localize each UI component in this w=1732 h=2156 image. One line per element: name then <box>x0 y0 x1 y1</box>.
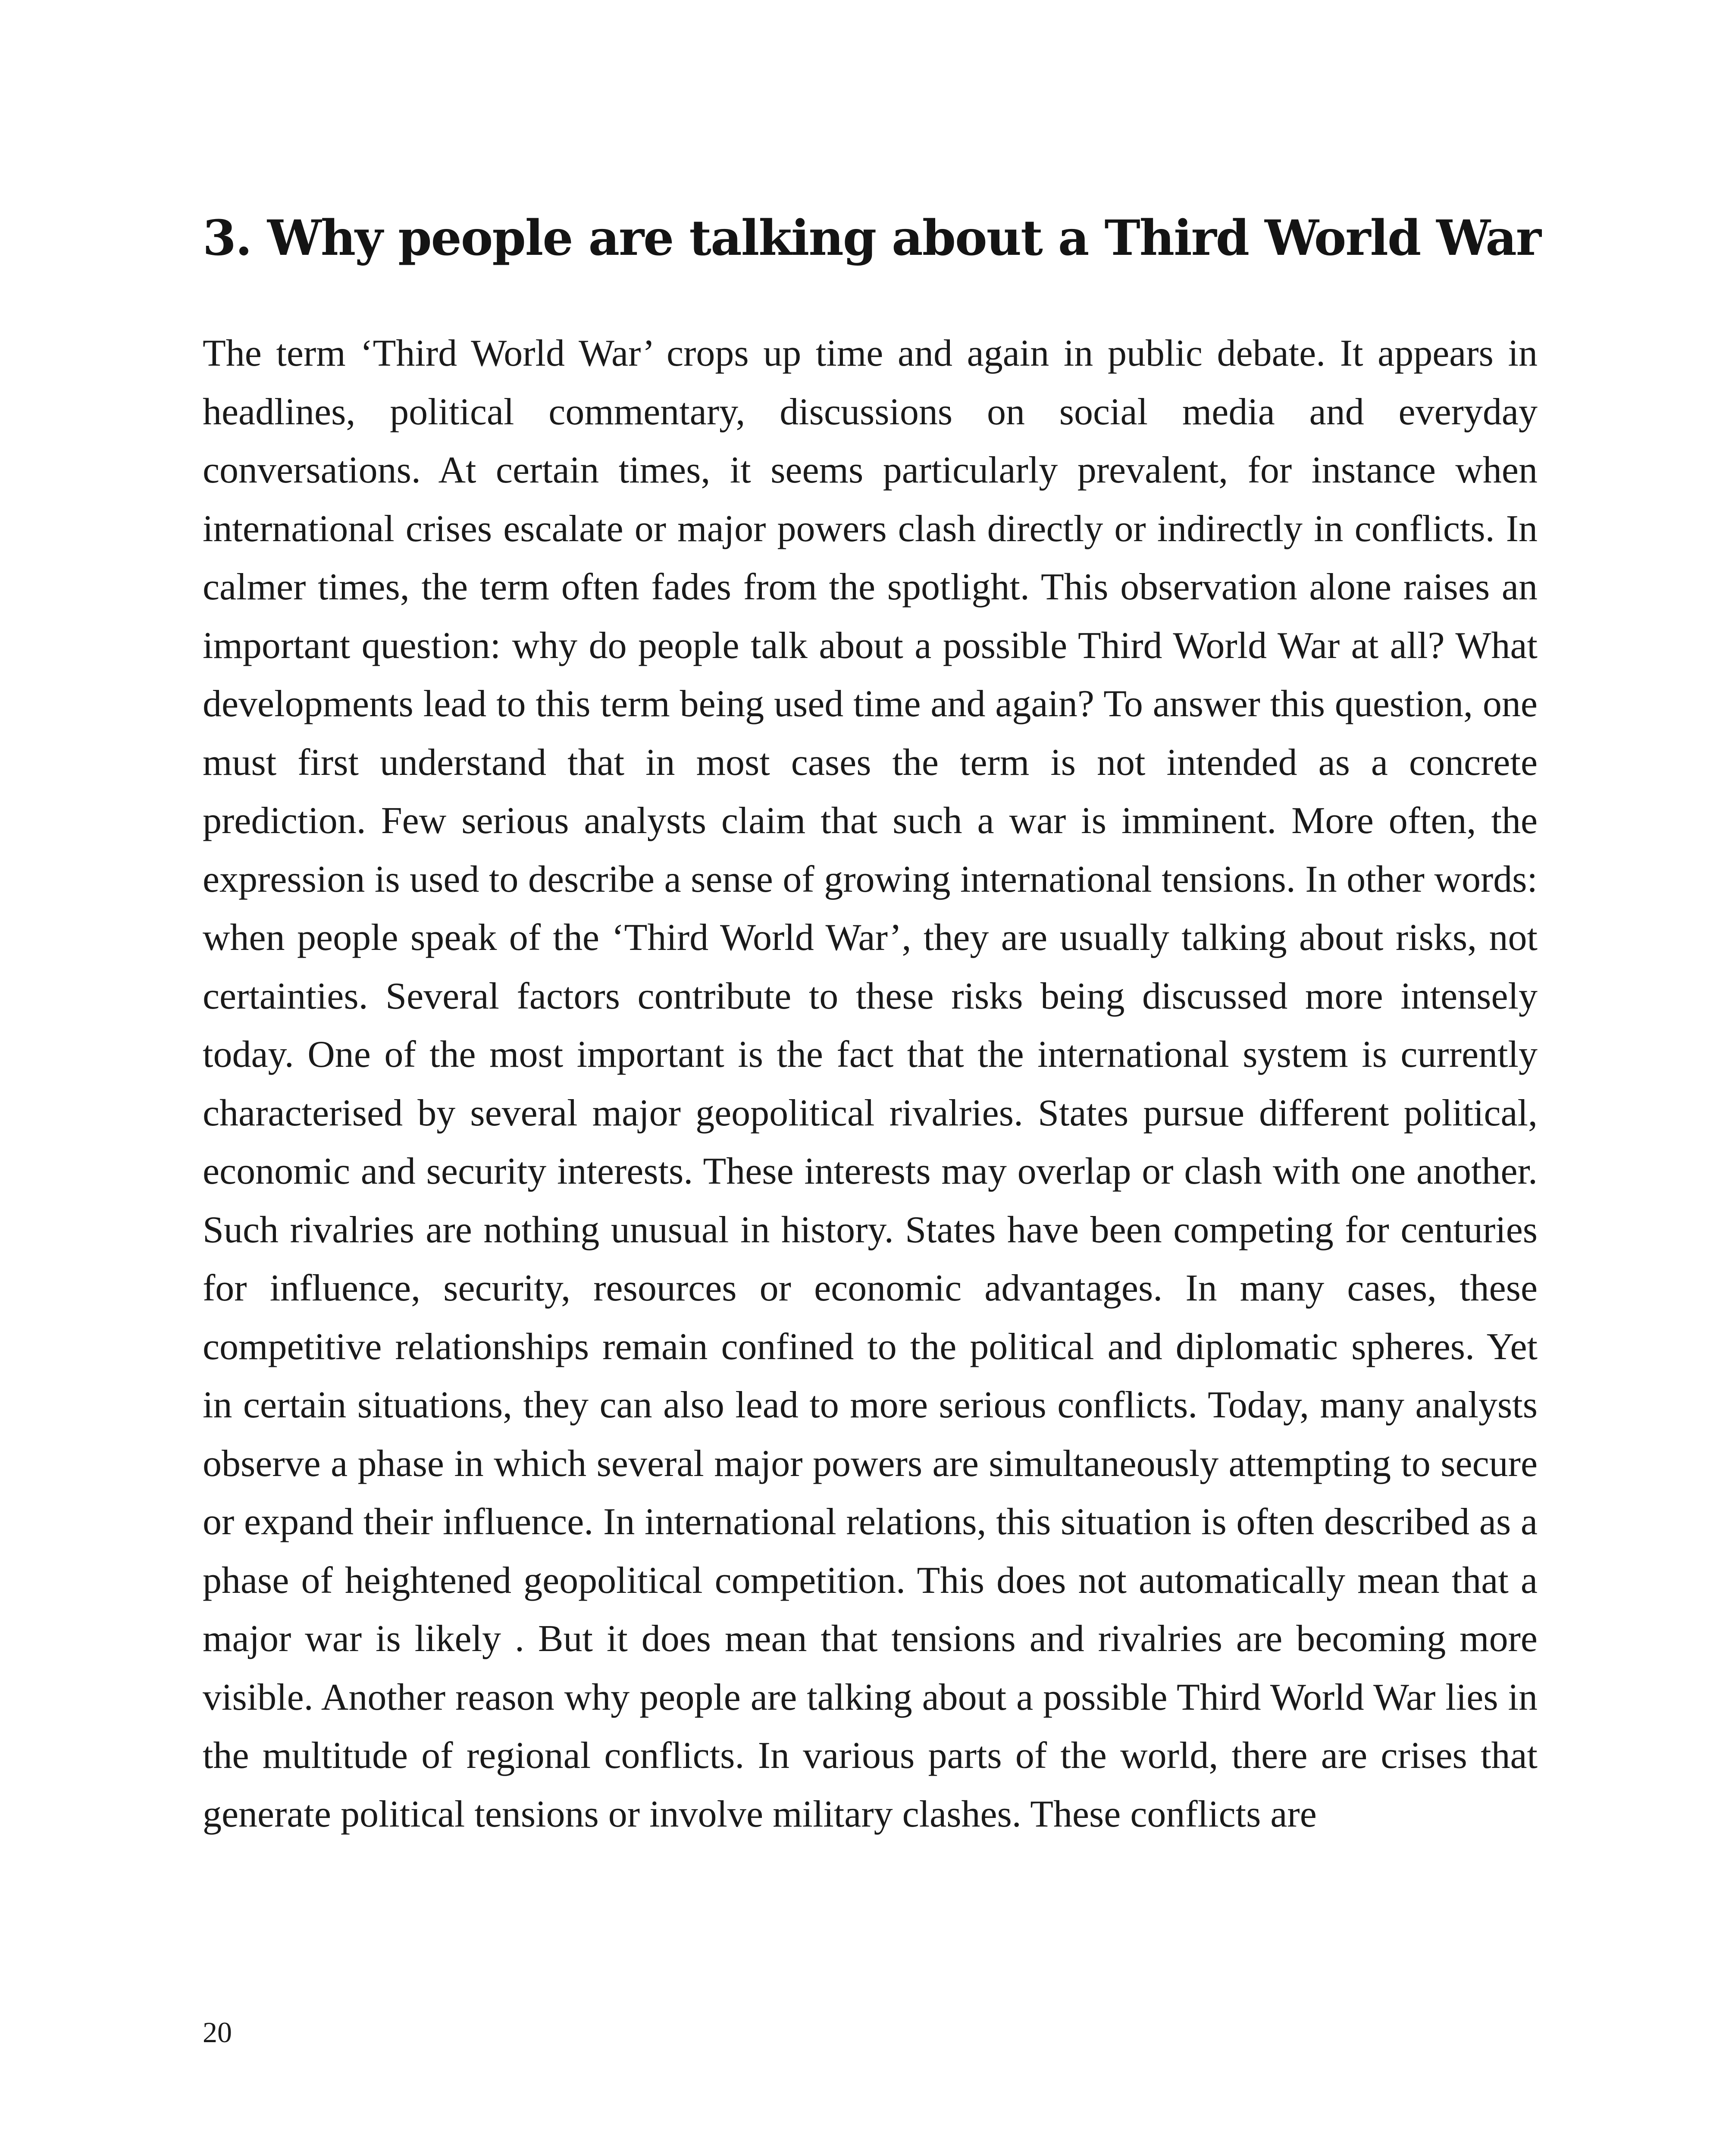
body-paragraph: The term ‘Third World War’ crops up time and again in public debate. It appears in headlines, political commentary, discussions on social media and everyday conversations. At certain times, it seems particularly prevalent, for instance when international crises escalate or major powers clash directly or indirectly in conflicts. In calmer times, the term often fades from the spotlight. This observation alone raises an important question: why do people talk about a possible Third World War at all? What developments lead to this term being used time and again? To answer this question, one must first understand that in most cases the term is not intended as a concrete prediction. Few serious analysts claim that such a war is imminent. More often, the expression is used to describe a sense of growing international tensions. In other words: when people speak of the ‘Third World War’, they are usually talking about risks, not certainties. Several factors contribute to these risks being discussed more intensely today. One of the most important is the fact that the international system is currently characterised by several major geopolitical rivalries. States pursue different political, economic and security interests. These interests may overlap or clash with one another. Such rivalries are nothing unusual in history. States have been competing for centuries for influence, security, resources or economic advantages. In many cases, these competitive relationships remain confined to the political and diplomatic spheres. Yet in certain situations, they can also lead to more serious conflicts. Today, many analysts observe a phase in which several major powers are simultaneously attempting to secure or expand their influence. In international relations, this situation is often described as a phase of heightened geopolitical competition. This does not automatically mean that a major war is likely . But it does mean that tensions and rivalries are becoming more visible. Another reason why people are talking about a possible Third World War lies in the multitude of regional conflicts. In various parts of the world, there are crises that generate political tensions or involve military clashes. These conflicts are <box>203 332 1538 1835</box>
chapter-heading: 3. Why people are talking about a Third World War <box>203 210 1541 266</box>
page-number: 20 <box>203 2016 232 2049</box>
